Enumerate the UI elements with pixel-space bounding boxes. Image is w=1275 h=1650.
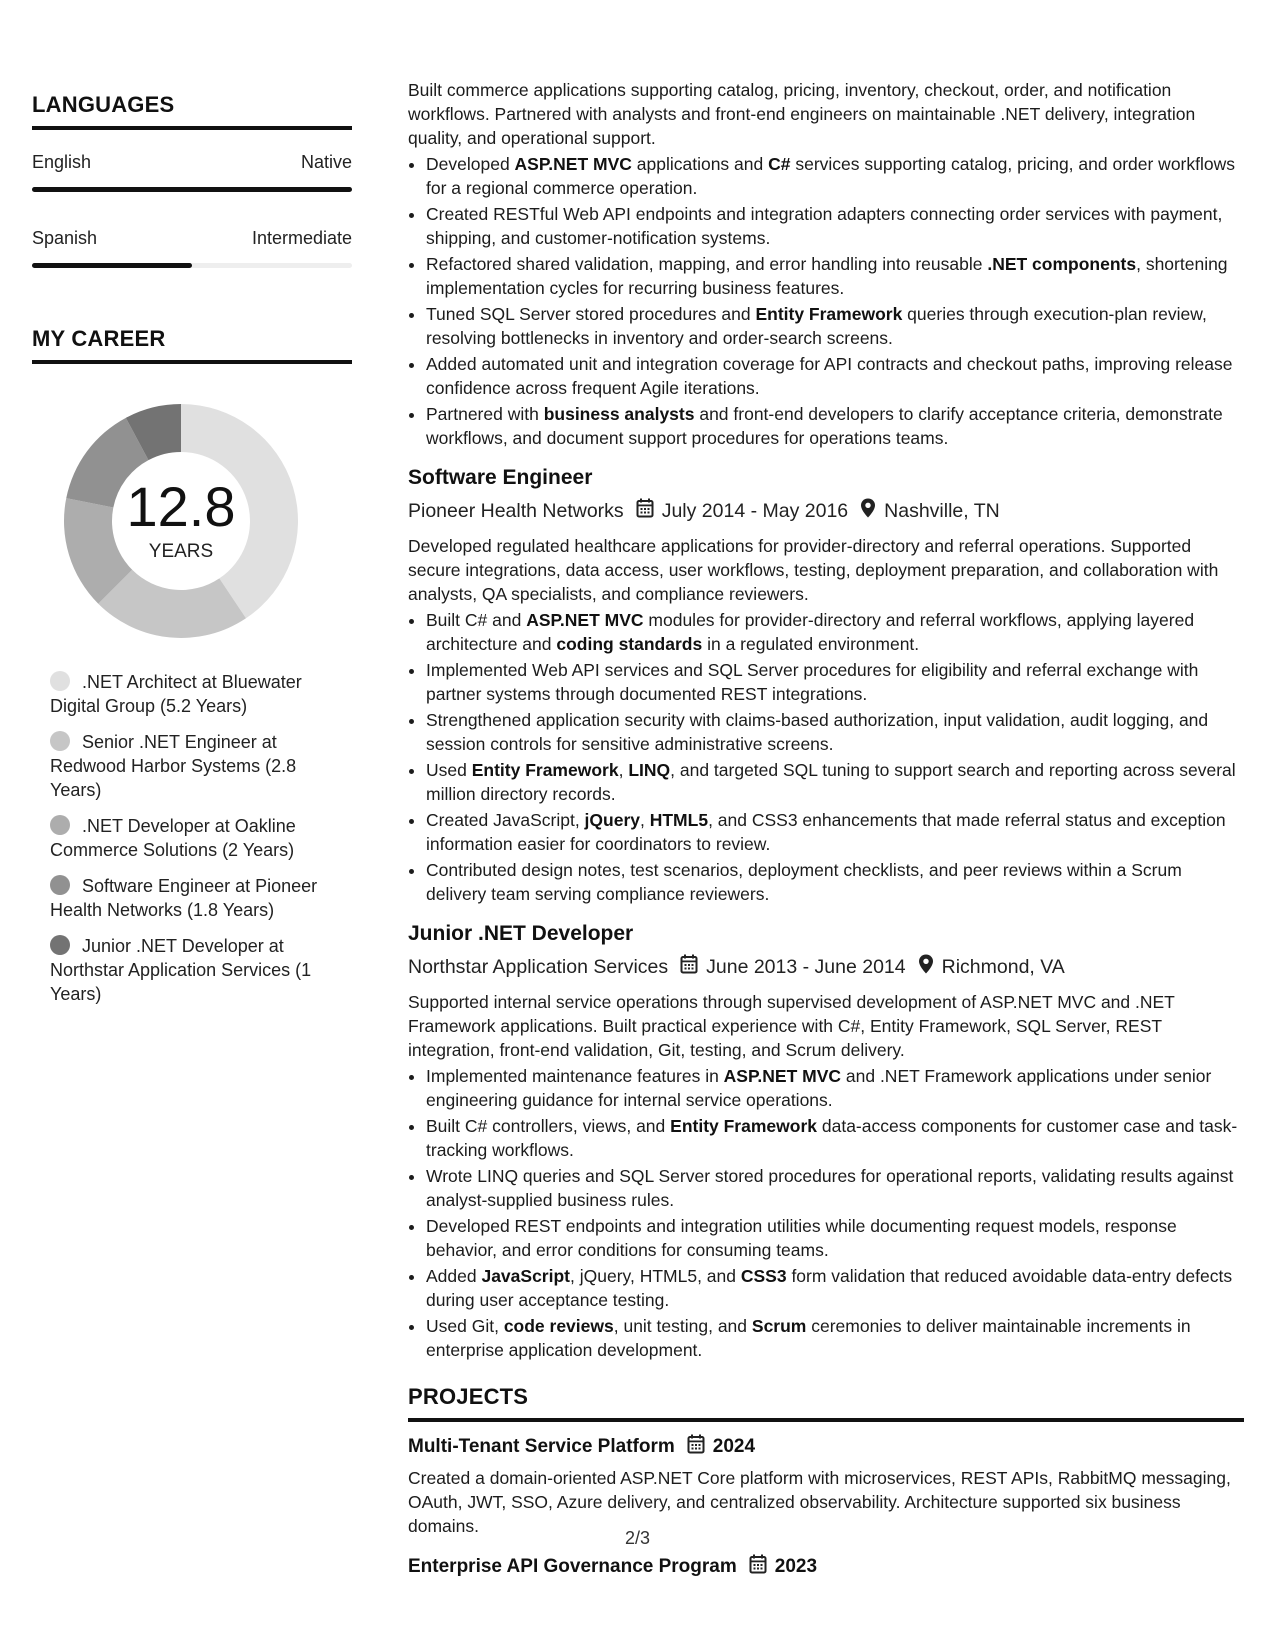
- bullet-item: • Refactored shared validation, mapping, and error handling into reusable .NET components, shortening implementation cycles for recurring business features.: [426, 252, 1244, 300]
- legend-swatch: [50, 671, 70, 691]
- legend-swatch: [50, 875, 70, 895]
- legend-label: Software Engineer at Pioneer Health Networks (1.8 Years): [50, 876, 318, 920]
- bullet-item: • Strengthened application security with claims-based authorization, input validation, audit logging, and session controls for sensitive administrative screens.: [426, 708, 1244, 756]
- language-level: Intermediate: [251, 228, 352, 248]
- job-bullets: [408, 152, 1244, 450]
- job-summary: Developed regulated healthcare applications for provider-directory and referral operations. Supported secure integrations, data access, user workflows, testing, deployment preparation, and collaboration with analysts, QA specialists, and compliance reviewers.: [408, 536, 1219, 604]
- bullet-item: • Contributed design notes, test scenarios, deployment checklists, and peer reviews within a Scrum delivery team serving compliance reviewers.: [426, 858, 1244, 906]
- career-total: 12.8: [126, 475, 236, 538]
- language-level: Native: [300, 152, 352, 172]
- bullet-item: • Implemented Web API services and SQL Server procedures for eligibility and referral exchange with partner systems through documented REST integrations.: [426, 658, 1244, 706]
- map-pin-icon: [860, 498, 876, 524]
- career-section: [32, 326, 352, 1006]
- project-name: Multi-Tenant Service Platform: [408, 1436, 675, 1457]
- right-column: [408, 78, 1244, 1580]
- career-heading: MY CAREER: [32, 326, 352, 364]
- left-column: [32, 92, 352, 1018]
- language-proficiency-bar: [32, 263, 352, 268]
- legend-item: [50, 730, 330, 802]
- job-meta: [408, 498, 1244, 524]
- project-name: Enterprise API Governance Program: [408, 1556, 737, 1577]
- bullet-item: • Partnered with business analysts and front-end developers to clarify acceptance criteria, demonstrate workflows, and document support procedures for operations teams.: [426, 402, 1244, 450]
- legend-swatch: [50, 815, 70, 835]
- projects-heading: PROJECTS: [408, 1384, 1244, 1422]
- career-legend: [50, 670, 352, 1006]
- job-location: Nashville, TN: [884, 499, 1000, 522]
- project-year: 2023: [774, 1556, 818, 1577]
- calendar-icon: [687, 1434, 705, 1460]
- language-row: [32, 152, 352, 173]
- page-number: 2/3: [624, 1528, 651, 1548]
- language-proficiency-fill: [32, 263, 192, 268]
- legend-label: Senior .NET Engineer at Redwood Harbor Systems (2.8 Years): [50, 732, 297, 800]
- bullet-item: • Used Git, code reviews, unit testing, and Scrum ceremonies to deliver maintainable increments in enterprise application development.: [426, 1314, 1244, 1362]
- legend-swatch: [50, 731, 70, 751]
- language-proficiency-fill: [32, 187, 352, 192]
- project-year: 2024: [712, 1436, 756, 1457]
- career-donut-chart: [56, 396, 306, 646]
- job-meta: [408, 954, 1244, 980]
- bullet-item: • Built C# controllers, views, and Entity Framework data-access components for customer case and task-tracking workflows.: [426, 1114, 1244, 1162]
- bullet-item: • Created RESTful Web API endpoints and integration adapters connecting order services with payment, shipping, and customer-notification systems.: [426, 202, 1244, 250]
- bullet-item: • Built C# and ASP.NET MVC modules for provider-directory and referral workflows, applying layered architecture and coding standards in a regulated environment.: [426, 608, 1244, 656]
- projects-section: [408, 1384, 1244, 1580]
- legend-swatch: [50, 935, 70, 955]
- bullet-item: • Developed ASP.NET MVC applications and C# services supporting catalog, pricing, and order workflows for a regional commerce operation.: [426, 152, 1244, 200]
- bullet-item: • Implemented maintenance features in ASP.NET MVC and .NET Framework applications under senior engineering guidance for internal service operations.: [426, 1064, 1244, 1112]
- legend-item: [50, 814, 330, 862]
- bullet-item: • Added automated unit and integration coverage for API contracts and checkout paths, improving release confidence across frequent Agile iterations.: [426, 352, 1244, 400]
- legend-item: [50, 670, 330, 718]
- job-company: Pioneer Health Networks: [408, 499, 624, 522]
- languages-heading: LANGUAGES: [32, 92, 352, 130]
- bullet-item: • Created JavaScript, jQuery, HTML5, and CSS3 enhancements that made referral status and exception information easier for coordinators to review.: [426, 808, 1244, 856]
- language-proficiency-bar: [32, 187, 352, 192]
- calendar-icon: [749, 1554, 767, 1580]
- career-unit: YEARS: [148, 541, 214, 562]
- legend-item: [50, 874, 330, 922]
- legend-item: [50, 934, 330, 1006]
- legend-label: .NET Developer at Oakline Commerce Solutions (2 Years): [50, 816, 296, 860]
- legend-label: .NET Architect at Bluewater Digital Group (5.2 Years): [50, 672, 302, 716]
- bullet-item: • Tuned SQL Server stored procedures and Entity Framework queries through execution-plan review, resolving bottlenecks in inventory and order-search screens.: [426, 302, 1244, 350]
- job-company: Northstar Application Services: [408, 955, 669, 978]
- job-dates: July 2014 - May 2016: [661, 499, 849, 522]
- bullet-item: • Used Entity Framework, LINQ, and targeted SQL tuning to support search and reporting across several million directory records.: [426, 758, 1244, 806]
- job-bullets: [408, 1064, 1244, 1362]
- job-summary: Supported internal service operations through supervised development of ASP.NET MVC and .NET Framework applications. Built practical experience with C#, Entity Framework, SQL Server, REST integration, front-end validation, Git, testing, and Scrum delivery.: [408, 992, 1175, 1060]
- project-title: [408, 1434, 1244, 1460]
- languages-list: [32, 152, 352, 268]
- project-description: Created a domain-oriented ASP.NET Core platform with microservices, REST APIs, RabbitMQ messaging, OAuth, JWT, SSO, Azure delivery, and centralized observability. Architecture supported six business domains.: [408, 1468, 1231, 1536]
- bullet-item: • Wrote LINQ queries and SQL Server stored procedures for operational reports, validating results against analyst-supplied business rules.: [426, 1164, 1244, 1212]
- bullet-item: • Developed REST endpoints and integration utilities while documenting request models, response behavior, and error conditions for consuming teams.: [426, 1214, 1244, 1262]
- job-title: Software Engineer: [408, 466, 593, 489]
- language-name: Spanish: [32, 228, 98, 248]
- calendar-icon: [680, 954, 698, 980]
- language-row: [32, 228, 352, 249]
- calendar-icon: [636, 498, 654, 524]
- legend-label: Junior .NET Developer at Northstar Application Services (1 Years): [50, 936, 312, 1004]
- job-bullets: [408, 608, 1244, 906]
- job-summary: Built commerce applications supporting catalog, pricing, inventory, checkout, order, and notification workflows. Partnered with analysts and front-end engineers on maintainable .NET delivery, integration quality, and operational support.: [408, 80, 1196, 148]
- project-title: [408, 1554, 1244, 1580]
- job-title: Junior .NET Developer: [408, 922, 634, 945]
- job-dates: June 2013 - June 2014: [706, 955, 906, 978]
- job-location: Richmond, VA: [941, 955, 1065, 978]
- bullet-item: • Added JavaScript, jQuery, HTML5, and CSS3 form validation that reduced avoidable data-entry defects during user acceptance testing.: [426, 1264, 1244, 1312]
- map-pin-icon: [918, 954, 934, 980]
- language-name: English: [32, 152, 92, 172]
